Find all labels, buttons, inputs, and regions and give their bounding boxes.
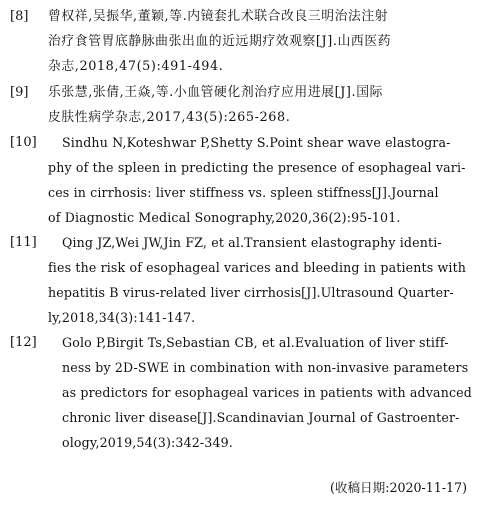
reference-line: fies the risk of esophageal varices and bleeding in patients with (48, 260, 467, 275)
reference-line: of Diagnostic Medical Sonography,2020,36(2):95-101. (48, 210, 401, 225)
reference-number: [11] (10, 235, 37, 250)
reference-line: as predictors for esophageal varices in patients with advanced (62, 385, 472, 400)
reference-number: [10] (10, 135, 37, 150)
reference-line: ology,2019,54(3):342-349. (62, 435, 233, 450)
reference-line: 曾权祥,吴振华,董颖,等.内镜套扎术联合改良三明治法注射 (48, 9, 389, 24)
reference-number: [8] (10, 9, 29, 24)
reference-line: Sindhu N,Koteshwar P,Shetty S.Point shear wave elastogra- (62, 135, 451, 150)
reference-line: Golo P,Birgit Ts,Sebastian CB, et al.Evaluation of liver stiff- (62, 335, 449, 350)
reference-line: 治疗食管胃底静脉曲张出血的近远期疗效观察[J].山西医药 (48, 34, 392, 49)
reference-line: ly,2018,34(3):141-147. (48, 310, 196, 325)
reference-line: ness by 2D-SWE in combination with non-invasive parameters (62, 360, 469, 375)
reference-number: [9] (10, 85, 29, 100)
reference-line: ces in cirrhosis: liver stiffness vs. spleen stiffness[J].Journal (48, 185, 439, 200)
received-date: (收稿日期:2020-11-17) (329, 480, 467, 495)
reference-line: Qing JZ,Wei JW,Jin FZ, et al.Transient elastography identi- (62, 235, 442, 250)
reference-line: phy of the spleen in predicting the presence of esophageal vari- (48, 160, 466, 175)
reference-line: chronic liver disease[J].Scandinavian Journal of Gastroenter- (62, 410, 460, 425)
reference-number: [12] (10, 335, 37, 350)
reference-line: 杂志,2018,47(5):491-494. (48, 59, 224, 74)
reference-line: 乐张慧,张倩,王焱,等.小血管硬化剂治疗应用进展[J].国际 (48, 85, 383, 100)
reference-line: hepatitis B virus-related liver cirrhosis[J].Ultrasound Quarter- (48, 285, 454, 300)
reference-line: 皮肤性病学杂志,2017,43(5):265-268. (48, 110, 291, 125)
